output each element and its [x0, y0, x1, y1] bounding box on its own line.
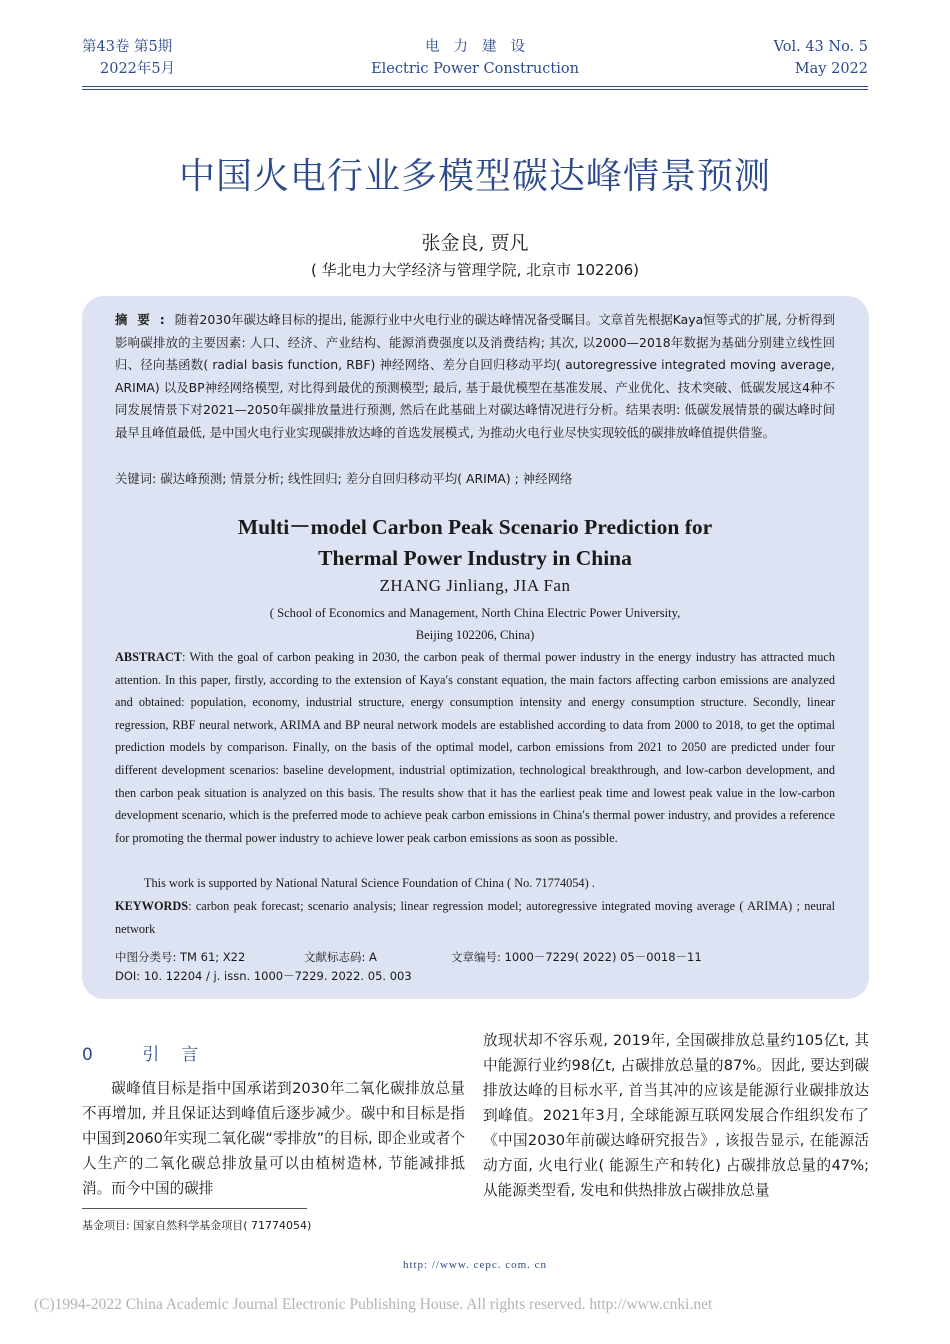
document-code: 文献标志码: A [304, 950, 377, 964]
header-divider [82, 86, 868, 87]
article-number: 文章编号: 1000－7229( 2022) 05－0018－11 [451, 950, 702, 964]
header-divider-second [82, 89, 868, 90]
footer-url: http: //www. cepc. com. cn [402, 1259, 548, 1271]
keywords-cn: 关键词: 碳达峰预测; 情景分析; 线性回归; 差分自回归移动平均( ARIMA) ; 神经网络 [115, 471, 573, 486]
abstract-cn [115, 309, 835, 445]
abstract-en-label: ABSTRACT [115, 650, 182, 664]
copyright-watermark: (C)1994-2022 China Academic Journal Electronic Publishing House. All rights reserved. http://www.cnki.net [34, 1296, 713, 1313]
authors: 张金良, 贾凡 [421, 232, 529, 254]
paper-title-en-line2: Thermal Power Industry in China [318, 546, 632, 570]
body-right-column: 放现状却不容乐观, 2019年, 全国碳排放总量约105亿t, 其中能源行业约98亿t, 占碳排放总量的87%。因此, 要达到碳排放达峰的目标水平, 首当其冲的应该是能源行业碳排放达到峰值。2021年3月, 全球能源互联网发展合作组织发布了《中国2030年前碳达峰研究报告》, 该报告显示, 在能源活动方面, 火电行业( 能源生产和转化) 占碳排放总量的47%; 从能源类型看, 发电和供热排放占碳排放总量 [483, 1032, 869, 1199]
paper-title-en-line1: Multi－model Carbon Peak Scenario Prediction for [237, 515, 713, 539]
authors-en: ZHANG Jinliang, JIA Fan [379, 576, 571, 595]
footnote-funding: 基金项目: 国家自然科学基金项目( 71774054) [82, 1219, 312, 1232]
funding-en: This work is supported by National Natural Science Foundation of China ( No. 71774054) . [144, 876, 595, 890]
doi: DOI: 10. 12204 / j. issn. 1000－7229. 2022. 05. 003 [115, 969, 412, 983]
affiliation-en [0, 602, 950, 646]
header-right [774, 36, 868, 80]
footnote-divider [82, 1208, 307, 1209]
header-volume-issue-cn: 第43卷 第5期 [82, 39, 173, 55]
abstract-en [115, 646, 835, 849]
affiliation: ( 华北电力大学经济与管理学院, 北京市 102206) [310, 261, 640, 279]
keywords-en-text: : carbon peak forecast; scenario analysis; linear regression model; autoregressive integrated moving average ( ARIMA) ; neural network [115, 899, 835, 936]
affiliation-en-line1: ( School of Economics and Management, North China Electric Power University, [269, 606, 681, 620]
section-heading: 0 引言 [82, 1045, 221, 1065]
paper-title: 中国火电行业多模型碳达峰情景预测 [178, 156, 771, 197]
journal-name-cn: 电力建设 [425, 39, 539, 55]
paper-title-en [0, 512, 950, 574]
keywords-en-label: KEYWORDS [115, 899, 189, 913]
header-date-en: May 2022 [794, 61, 868, 77]
abstract-cn-label: 摘要: [115, 312, 175, 327]
affiliation-en-line2: Beijing 102206, China) [415, 628, 535, 642]
abstract-en-text: : With the goal of carbon peaking in 2030, the carbon peak of thermal power industry in the energy industry has attracted much attention. In this paper, firstly, according to the extension of Kaya′s constant equation, the main factors affecting carbon emissions are analyzed and obtained: population, economy, industrial structure, energy consumption intensity and energy consumption structure. Secondly, linear regression, RBF neural network, ARIMA and BP neural network models are established according to data from 2000 to 2018, to get the optimal prediction models by comparison. Finally, on the basis of the optimal model, carbon emissions from 2021 to 2050 are predicted under four different development scenarios: baseline development, industrial optimization, technological breakthrough, and low-carbon development, and then carbon peak situation is analyzed on this basis. The results show that it has the earliest peak time and lowest peak value in the low-carbon development scenario, which is the preferred mode to achieve peak carbon emissions in China′s thermal power industry, and provides a reference for promoting the thermal power industry to achieve lower peak carbon emissions as soon as possible. [115, 650, 835, 845]
header-volume-issue-en: Vol. 43 No. 5 [773, 39, 868, 55]
header-date-cn: 2022年5月 [100, 61, 176, 77]
journal-name-en: Electric Power Construction [371, 61, 579, 77]
clc-number: 中图分类号: TM 61; X22 [115, 950, 246, 964]
abstract-cn-text: 随着2030年碳达峰目标的提出, 能源行业中火电行业的碳达峰情况备受瞩目。文章首先根据Kaya恒等式的扩展, 分析得到影响碳排放的主要因素: 人口、经济、产业结构、能源消费强度以及消费结构; 其次, 以2000—2018年数据为基础分别建立线性回归、径向基函数( radial basis function, RBF) 神经网络、差分自回归移动平均( autoregressive integrated moving average, ARIMA) 以及BP神经网络模型, 对比得到最优的预测模型; 最后, 基于最优模型在基准发展、产业优化、技术突破、低碳发展这4种不同发展情景下对2021—2050年碳排放量进行预测, 然后在此基础上对碳达峰情况进行分析。结果表明: 低碳发展情景的碳达峰时间最早且峰值最低, 是中国火电行业实现碳排放达峰的首选发展模式, 为推动火电行业尽快实现较低的碳排放峰值提供借鉴。 [115, 312, 835, 440]
body-left-column: 碳峰值目标是指中国承诺到2030年二氧化碳排放总量不再增加, 并且保证达到峰值后逐步减少。碳中和目标是指中国到2060年实现二氧化碳“零排放”的目标, 即企业或者个人生产的二氧化碳总排放量可以由植树造林, 节能减排抵消。而今中国的碳排 [82, 1080, 465, 1197]
keywords-en [115, 895, 835, 940]
